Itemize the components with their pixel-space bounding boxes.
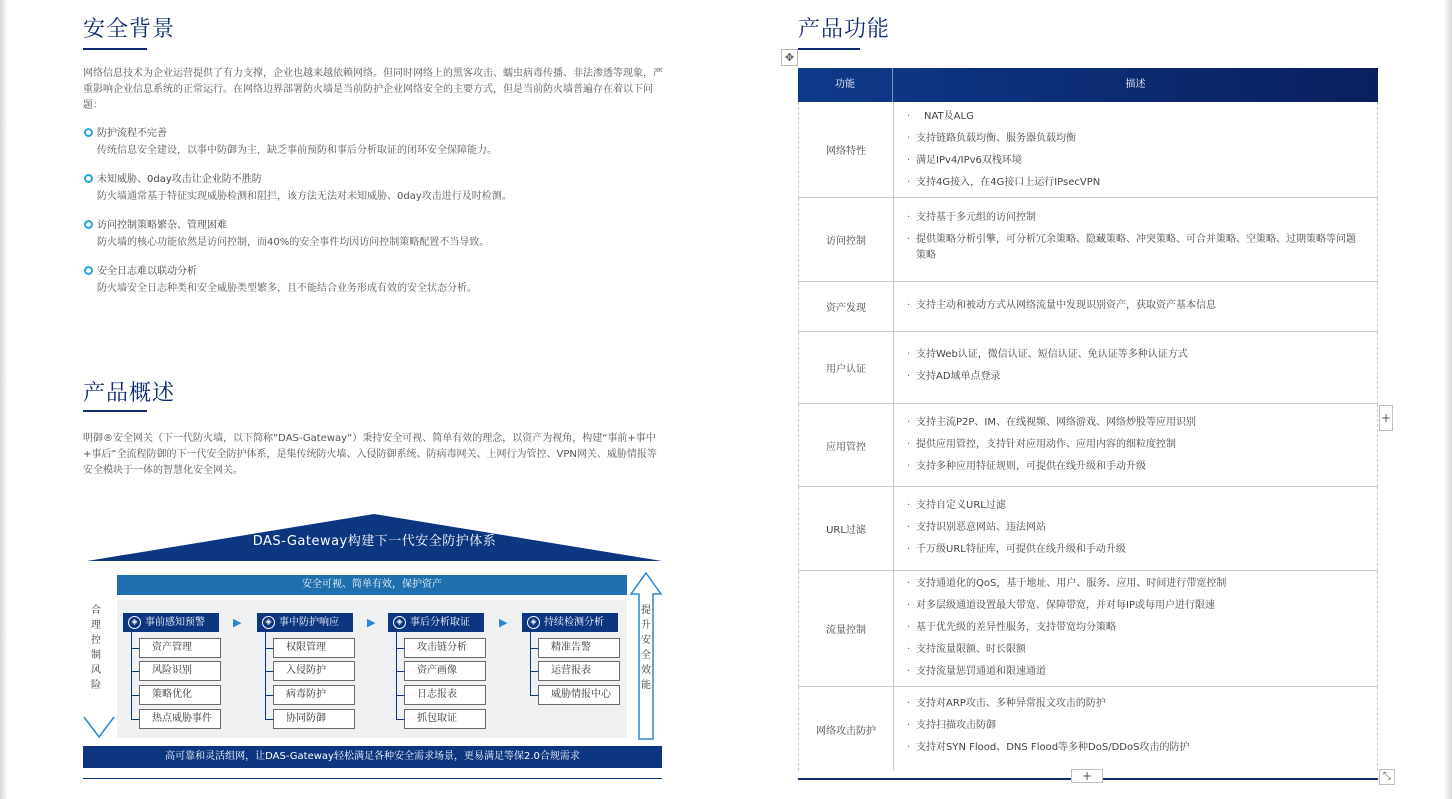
gear-icon: ◈ <box>262 616 275 629</box>
item-stub <box>265 671 273 672</box>
bullet-desc: 防火墙安全日志种类和安全威胁类型繁多，且不能结合业务形成有效的安全状态分析。 <box>97 283 477 294</box>
diagram-item: 风险识别 <box>139 661 221 681</box>
item-stub <box>265 695 273 696</box>
desc-item: · 支持流量惩罚通道和限速通道 <box>916 661 1377 683</box>
feature-cell: 应用管控 <box>799 404 894 486</box>
diagram-item: 日志报表 <box>404 685 486 705</box>
desc-item: · 支持流量限额、时长限额 <box>916 639 1377 661</box>
diagram-item: 入侵防护 <box>273 661 355 681</box>
diagram-item: 资产画像 <box>404 661 486 681</box>
table-resize-handle[interactable]: ⤡ <box>1379 769 1395 785</box>
gear-icon: ◈ <box>527 616 540 629</box>
diagram-item: 病毒防护 <box>273 685 355 705</box>
item-stub <box>530 695 538 696</box>
col-connector <box>131 632 132 720</box>
left-bottom-rule <box>83 778 662 779</box>
overview-title-underline <box>83 410 147 412</box>
left-vertical-text: 合理控制风险 <box>91 605 101 691</box>
table-row <box>798 404 1378 487</box>
desc-item: · 支持对ARP攻击、多种异常报文攻击的防护 <box>916 693 1377 715</box>
table-row <box>798 332 1378 404</box>
feature-cell: 资产发现 <box>799 282 894 331</box>
feature-cell: 用户认证 <box>799 332 894 403</box>
bullet-desc: 传统信息安全建设，以事中防御为主，缺乏事前预防和事后分析取证的闭环安全保障能力。 <box>97 145 497 156</box>
table-row <box>798 198 1378 282</box>
desc-item: · 提供应用管控，支持针对应用动作、应用内容的细粒度控制 <box>916 434 1377 456</box>
table-move-handle[interactable]: ✥ <box>781 49 798 66</box>
background-title: 安全背景 <box>83 17 176 42</box>
desc-item: · 支持通道化的QoS，基于地址、用户、服务、应用、时间进行带宽控制 <box>916 573 1377 595</box>
col-head-1 <box>123 613 219 632</box>
feature-table <box>798 68 1378 771</box>
bullet-desc: 防火墙的核心功能依然是访问控制，而40%的安全事件均因访问控制策略配置不当导致。 <box>97 237 490 248</box>
col-connector <box>396 632 397 720</box>
col-head-label: 事后分析取证 <box>410 617 470 628</box>
desc-item: · 支持主动和被动方式从网络流量中发现识别资产，获取资产基本信息 <box>916 295 1377 317</box>
item-stub <box>131 695 139 696</box>
col-connector <box>265 632 266 720</box>
item-stub <box>530 671 538 672</box>
diagram-top-band: 安全可视、简单有效，保护资产 <box>117 575 627 595</box>
desc-item: · 支持自定义URL过滤 <box>916 495 1377 517</box>
item-stub <box>265 648 273 649</box>
add-column-button[interactable]: + <box>1379 405 1393 431</box>
bullet-dot-icon <box>84 174 93 183</box>
item-stub <box>396 671 404 672</box>
desc-item: · 支持Web认证，微信认证、短信认证、免认证等多种认证方式 <box>916 344 1377 366</box>
overview-title: 产品概述 <box>83 381 176 406</box>
col-head-label: 事中防护响应 <box>279 617 339 628</box>
item-stub <box>131 719 139 720</box>
col-head-4 <box>522 613 618 632</box>
desc-item: · 满足IPv4/IPv6双栈环境 <box>916 150 1377 172</box>
table-row <box>798 102 1378 198</box>
diagram-item: 权限管理 <box>273 638 355 658</box>
item-stub <box>396 648 404 649</box>
desc-item: · 支持基于多元组的访问控制 <box>916 207 1357 229</box>
table-row <box>798 282 1378 332</box>
col-connector <box>530 632 531 696</box>
diagram-roof-label: DAS-Gateway构建下一代安全防护体系 <box>252 534 497 549</box>
diagram-item: 抓包取证 <box>404 709 486 729</box>
bullet-title: 访问控制策略繁杂、管理困难 <box>97 220 227 231</box>
desc-item: · 支持扫描攻击防御 <box>916 715 1377 737</box>
col-head-label: 事前感知预警 <box>145 617 205 628</box>
diagram-item: 威胁情报中心 <box>538 685 620 705</box>
diagram-item: 运营报表 <box>538 661 620 681</box>
features-title-underline <box>798 48 860 50</box>
item-stub <box>131 648 139 649</box>
bullet-item-1 <box>97 125 657 159</box>
desc-item: · NAT及ALG <box>916 106 1377 128</box>
desc-item: · 支持AD域单点登录 <box>916 366 1377 388</box>
item-stub <box>265 719 273 720</box>
page-shadow-right <box>1444 0 1452 799</box>
col-head-label: 持续检测分析 <box>544 617 604 628</box>
header-description: 描述 <box>1125 79 1146 90</box>
desc-item: · 支持4G接入，在4G接口上运行IPsecVPN <box>916 172 1377 194</box>
desc-item: · 支持链路负载均衡、服务器负载均衡 <box>916 128 1377 150</box>
bullet-title: 安全日志难以联动分析 <box>97 266 197 277</box>
bullet-title: 防护流程不完善 <box>97 128 167 139</box>
feature-cell: 网络攻击防护 <box>799 687 894 771</box>
table-row <box>798 571 1378 687</box>
features-title: 产品功能 <box>798 17 891 42</box>
desc-item: · 支持识别恶意网站、违法网站 <box>916 517 1377 539</box>
diagram-item: 协同防御 <box>273 709 355 729</box>
down-arrow-icon <box>83 716 115 738</box>
step-arrow-icon: ▶ <box>233 616 242 629</box>
item-stub <box>396 695 404 696</box>
desc-item: · 支持多种应用特征规则，可提供在线升级和手动升级 <box>916 456 1377 478</box>
add-row-button[interactable]: + <box>1071 769 1103 783</box>
table-row <box>798 487 1378 571</box>
header-feature: 功能 <box>798 68 893 102</box>
bullet-item-4 <box>97 263 657 297</box>
step-arrow-icon: ▶ <box>367 616 376 629</box>
overview-intro: 明御®安全网关（下一代防火墙，以下简称“DAS-Gateway”）秉持安全可视、简单有效的理念，以资产为视角，构建“事前+事中+事后”全流程防御的下一代安全防护体系，是集传统防火墙、入侵防御系统、防病毒网关、上网行为管控、VPN网关、威胁情报等安全模块于一体的智慧化安全网关。 <box>83 433 657 476</box>
feature-cell: 网络特性 <box>799 102 894 197</box>
table-header <box>798 68 1378 102</box>
diagram-item: 攻击链分析 <box>404 638 486 658</box>
step-arrow-icon: ▶ <box>499 616 508 629</box>
bullet-dot-icon <box>84 220 93 229</box>
bullet-dot-icon <box>84 128 93 137</box>
item-stub <box>131 671 139 672</box>
bullet-dot-icon <box>84 266 93 275</box>
bullet-title: 未知威胁、0day攻击让企业防不胜防 <box>97 174 262 185</box>
col-head-3 <box>388 613 484 632</box>
item-stub <box>396 719 404 720</box>
diagram-item: 精准告警 <box>538 638 620 658</box>
desc-item: · 对多层级通道设置最大带宽、保障带宽，并对每IP或每用户进行限速 <box>916 595 1377 617</box>
bullet-item-2 <box>97 171 657 205</box>
table-row <box>798 687 1378 771</box>
desc-item: · 提供策略分析引擎，可分析冗余策略、隐藏策略、冲突策略、可合并策略、空策略、过期策略等问题策略 <box>916 229 1357 264</box>
item-stub <box>530 648 538 649</box>
diagram-item: 热点威胁事件 <box>139 709 221 729</box>
gear-icon: ◈ <box>128 616 141 629</box>
page-shadow-left <box>0 0 8 799</box>
background-intro: 网络信息技术为企业运营提供了有力支撑，企业也越来越依赖网络。但同时网络上的黑客攻击、蠕虫病毒传播、非法渗透等现象，严重影响企业信息系统的正常运行。在网络边界部署防火墙是当前防护企业网络安全的主要方式，但是当前防火墙普遍存在着以下问题： <box>83 68 663 111</box>
right-vertical-text: 提升安全效能 <box>641 605 651 691</box>
desc-item: · 支持主流P2P、IM、在线视频、网络游戏、网络炒股等应用识别 <box>916 412 1377 434</box>
diagram-item: 策略优化 <box>139 685 221 705</box>
feature-cell: 访问控制 <box>799 198 894 281</box>
gear-icon: ◈ <box>393 616 406 629</box>
background-title-underline <box>83 48 147 50</box>
diagram-item: 资产管理 <box>139 638 221 658</box>
diagram-bottom-band: 高可靠和灵活组网，让DAS-Gateway轻松满足各种安全需求场景，更易满足等保2.0合规需求 <box>83 746 662 768</box>
feature-cell: 流量控制 <box>799 571 894 686</box>
bullet-item-3 <box>97 217 657 251</box>
desc-item: · 千万级URL特征库，可提供在线升级和手动升级 <box>916 539 1377 561</box>
feature-cell: URL过滤 <box>799 487 894 570</box>
bullet-desc: 防火墙通常基于特征实现威胁检测和阻拦，该方法无法对未知威胁、0day攻击进行及时检测。 <box>97 191 512 202</box>
desc-item: · 支持对SYN Flood、DNS Flood等多种DoS/DDoS攻击的防护 <box>916 737 1377 759</box>
col-head-2 <box>257 613 353 632</box>
desc-item: · 基于优先级的差异性服务，支持带宽均分策略 <box>916 617 1377 639</box>
